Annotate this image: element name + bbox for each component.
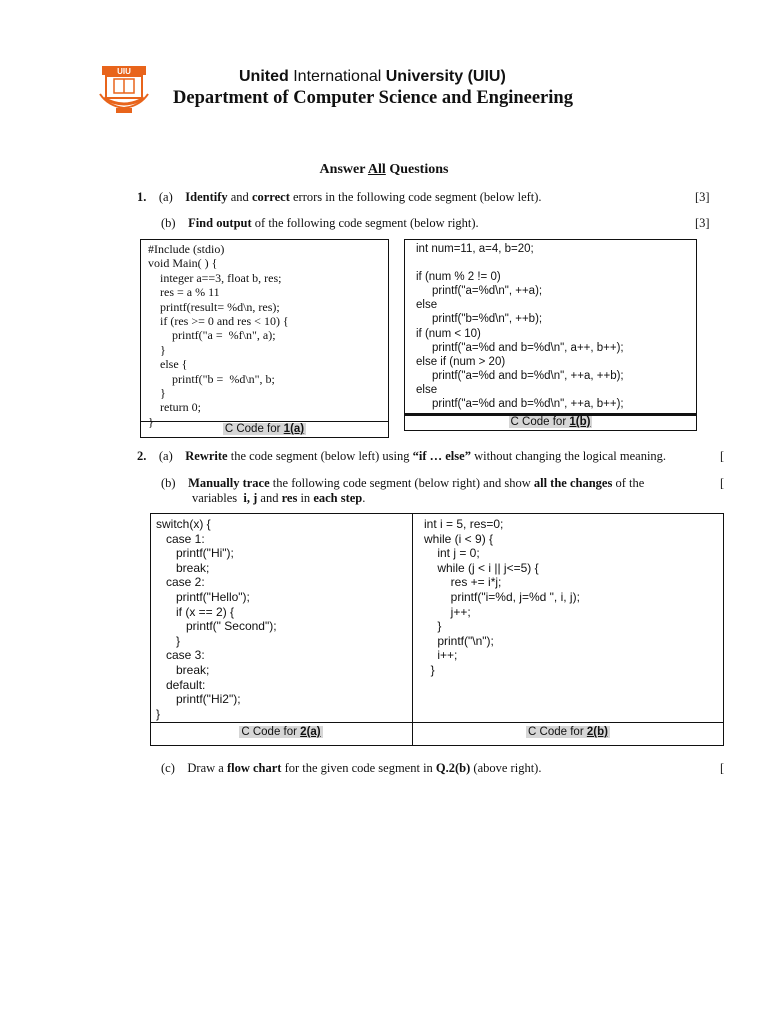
q1-a-marks: [3] xyxy=(695,190,710,204)
code-line: if (num < 10) xyxy=(416,327,481,340)
code-line: printf("\n"); xyxy=(424,633,494,648)
code-line: #Include (stdio) xyxy=(148,242,225,256)
code-line: if (res >= 0 and res < 10) { xyxy=(148,314,289,329)
code-2a xyxy=(156,517,277,721)
code-line: printf("Hello"); xyxy=(156,589,250,604)
code-line: int i = 5, res=0; xyxy=(424,517,504,531)
caption-1b: C Code for 1(b) xyxy=(510,416,591,428)
code-line: printf("a = %f\n", a); xyxy=(148,328,276,343)
code-2b xyxy=(424,517,580,678)
code-line: break; xyxy=(156,560,210,575)
code-line: } xyxy=(148,414,154,429)
q2-a-marks: [ xyxy=(720,449,725,463)
code-line: case 2: xyxy=(156,575,205,590)
q2-a-text: 2. (a) Rewrite the code segment (below left) using “if … else” without changing the logical meaning. xyxy=(137,449,667,463)
code-line: res += i*j; xyxy=(424,575,502,590)
caption-1a: C Code for 1(a) xyxy=(224,423,305,435)
code-line: printf("Hi"); xyxy=(156,546,234,561)
code-line: switch(x) { xyxy=(156,517,211,531)
page-title: Answer All Questions xyxy=(319,162,449,177)
caption-2b: C Code for 2(b) xyxy=(528,726,608,738)
code-1a xyxy=(148,242,289,429)
code-line: printf("a=%d\n", ++a); xyxy=(416,285,543,298)
q2-b-text-line1: (b) Manually trace the following code segment (below right) and show all the changes of the xyxy=(161,476,645,490)
code-line: printf(" Second"); xyxy=(156,619,277,634)
q1-b-text: (b) Find output of the following code segment (below right). xyxy=(161,216,479,230)
code-line: else xyxy=(416,383,438,396)
code-line: j++; xyxy=(424,604,471,619)
q1-a-text: 1. (a) Identify and correct errors in the following code segment (below left). xyxy=(137,190,542,204)
code-line: case 3: xyxy=(156,648,205,663)
code-line: case 1: xyxy=(156,531,205,546)
code-line: if (x == 2) { xyxy=(156,604,235,619)
uiu-logo xyxy=(98,64,150,118)
svg-text:UIU: UIU xyxy=(117,67,131,76)
code-line: int num=11, a=4, b=20; xyxy=(416,243,534,255)
code-line: printf("i=%d, j=%d ", i, j); xyxy=(424,589,580,604)
code-line: if (num % 2 != 0) xyxy=(416,271,501,284)
code-line: res = a % 11 xyxy=(148,285,220,300)
code-line: else { xyxy=(148,357,188,372)
code-line: integer a==3, float b, res; xyxy=(148,270,282,285)
code-line: while (i < 9) { xyxy=(424,531,494,546)
code-line: } xyxy=(424,619,442,634)
code-line: } xyxy=(156,633,181,648)
code-line: printf("b=%d\n", ++b); xyxy=(416,313,543,326)
code-line: else if (num > 20) xyxy=(416,355,506,368)
code-line: while (j < i || j<=5) { xyxy=(424,560,539,575)
code-line: printf("a=%d and b=%d\n", a++, b++); xyxy=(416,341,624,354)
code-line: } xyxy=(148,342,166,357)
department-name: Department of Computer Science and Engineering xyxy=(173,88,573,108)
code-line: printf("a=%d and b=%d\n", ++a, b++); xyxy=(416,398,624,411)
code-line: printf("a=%d and b=%d\n", ++a, ++b); xyxy=(416,369,624,382)
code-line: return 0; xyxy=(148,400,201,415)
code-line: } xyxy=(156,706,161,721)
university-name: United International University (UIU) xyxy=(239,68,506,85)
caption-2a: C Code for 2(a) xyxy=(241,726,321,738)
code-line: printf(result= %d\n, res); xyxy=(148,299,280,314)
code-line: int j = 0; xyxy=(424,546,480,561)
code-line: break; xyxy=(156,662,210,677)
code-line: printf("b = %d\n", b; xyxy=(148,371,275,386)
code-line: } xyxy=(148,386,166,401)
q2-c-text: (c) Draw a flow chart for the given code segment in Q.2(b) (above right). xyxy=(161,761,542,775)
code-table-divider xyxy=(412,513,413,746)
q2-c-marks: [ xyxy=(720,761,725,775)
code-line: printf("Hi2"); xyxy=(156,692,241,707)
q1-b-marks: [3] xyxy=(695,216,710,230)
code-line: void Main( ) { xyxy=(148,256,218,271)
code-line: default: xyxy=(156,677,206,692)
code-1b xyxy=(416,242,624,411)
q2-b-text-line2: variables i, j and res in each step. xyxy=(192,491,366,505)
code-line: else xyxy=(416,299,438,312)
code-line: i++; xyxy=(424,648,458,663)
code-line xyxy=(416,256,624,270)
code-line: } xyxy=(424,662,435,677)
q2-b-marks: [ xyxy=(720,476,725,490)
